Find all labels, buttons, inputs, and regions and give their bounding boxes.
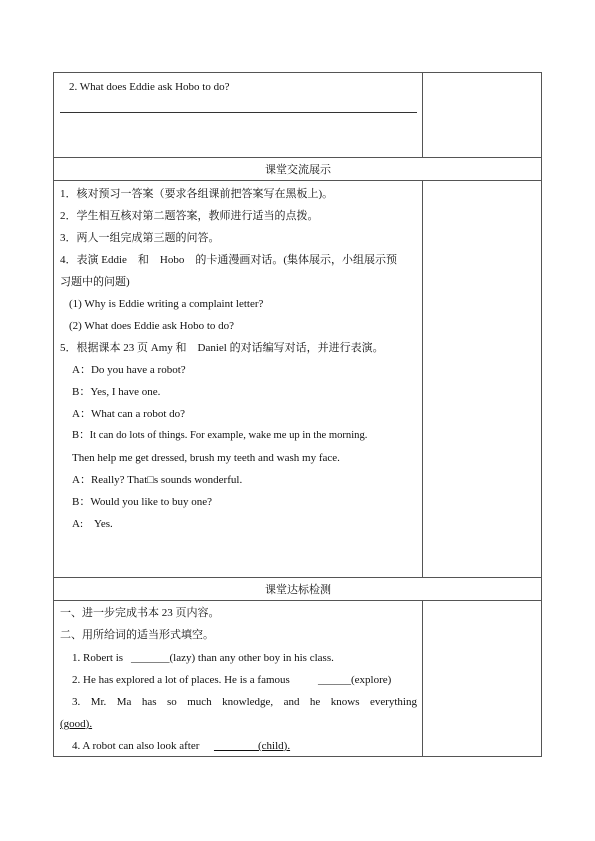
display-item-5: 5．根据课本 23 页 Amy 和 Daniel 的对话编写对话，并进行表演。: [60, 342, 384, 354]
row-divider-3: [53, 577, 542, 578]
inner-divider-bottom: [422, 600, 423, 757]
display-item-2: 2．学生相互核对第二题答案，教师进行适当的点拨。: [60, 210, 319, 222]
dialogue-line-6: B：Would you like to buy one?: [72, 496, 212, 508]
dialogue-line-3: A：What can a robot do?: [72, 408, 186, 420]
table-bottom-border: [53, 756, 542, 757]
exercise-1-blank[interactable]: _______(lazy) than any other boy in his class.: [131, 652, 334, 664]
inner-divider-top: [422, 72, 423, 158]
display-item-4: 4．表演 Eddie 和 Hobo 的卡通漫画对话。(集体展示，小组展示预: [60, 254, 398, 266]
display-item-3: 3．两人一组完成第三题的问答。: [60, 232, 220, 244]
dialogue-line-4: B：It can do lots of things. For example, wake me up in the morning.: [72, 430, 368, 441]
exercise-3-line-2[interactable]: (good).: [60, 718, 93, 730]
display-item-4-cont: 习题中的问题): [60, 276, 130, 288]
test-item-2: 二、用所给词的适当形式填空。: [60, 629, 214, 641]
dialogue-line-4-cont: Then help me get dressed, brush my teeth and wash my face.: [72, 452, 340, 464]
exercise-4-prefix: 4. A robot can also look after: [72, 740, 200, 752]
section-header-test: 课堂达标检测: [265, 584, 331, 596]
exercise-3-line-1: 3. Mr. Ma has so much knowledge, and he knows everything: [72, 696, 417, 708]
inner-divider-middle: [422, 180, 423, 578]
test-item-1: 一、进一步完成书本 23 页内容。: [60, 607, 220, 619]
section-header-display: 课堂交流展示: [265, 164, 331, 176]
exercise-4-blank[interactable]: ________(child).: [214, 740, 291, 752]
dialogue-line-5: A：Really? That□s sounds wonderful.: [72, 474, 243, 486]
row-divider-4: [53, 600, 542, 601]
display-question-1: (1) Why is Eddie writing a complaint letter?: [69, 298, 264, 310]
row-divider-1: [53, 157, 542, 158]
question-2-text: 2. What does Eddie ask Hobo to do?: [69, 81, 230, 93]
answer-line[interactable]: [60, 112, 417, 113]
exercise-1-prefix: 1. Robert is: [72, 652, 124, 664]
display-question-2: (2) What does Eddie ask Hobo to do?: [69, 320, 235, 332]
row-divider-2: [53, 180, 542, 181]
dialogue-line-2: B：Yes, I have one.: [72, 386, 161, 398]
dialogue-line-7: A: Yes.: [72, 518, 113, 530]
exercise-2-prefix: 2. He has explored a lot of places. He is a famous: [72, 674, 290, 686]
exercise-2-blank[interactable]: ______(explore): [318, 674, 392, 686]
table-top-border: [53, 72, 542, 73]
display-item-1: 1．核对预习一答案（要求各组课前把答案写在黑板上)。: [60, 188, 334, 200]
dialogue-line-1: A：Do you have a robot?: [72, 364, 186, 376]
